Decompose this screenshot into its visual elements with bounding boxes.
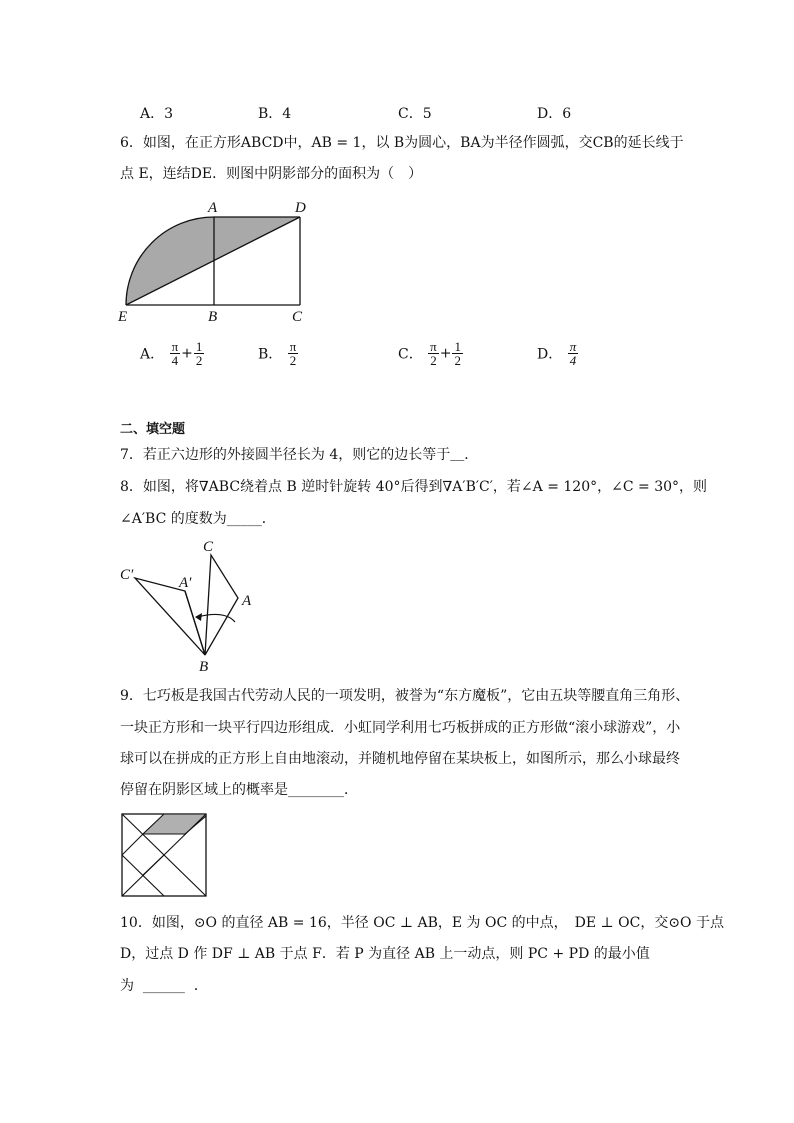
q6-figure [110, 195, 320, 330]
q7-text: 7．若正六边形的外接圆半径长为 4，则它的边长等于＿． [120, 447, 479, 463]
q8-figure [115, 535, 265, 675]
q6-option-d-frac: $\frac{\pi}{4}$ [569, 339, 577, 368]
q6-option-b: B． $\frac{\pi}{2}$ [258, 339, 297, 368]
q6-option-c: C． $\frac{\pi}{2}$ + $\frac{1}{2}$ [398, 339, 461, 368]
q9-stem-line4: 停留在阴影区域上的概率是________． [120, 782, 358, 798]
q5-option-b: B．4 [258, 106, 292, 122]
q8-label-c-prime: C′ [120, 567, 134, 583]
q6-option-a-frac1: $\frac{\pi}{4}$ [171, 339, 179, 368]
q6-label-a: A [208, 200, 218, 216]
q8-label-a-prime: A′ [179, 575, 192, 591]
q8-arrow-head [195, 613, 202, 621]
section-title: 二、填空题 [120, 422, 186, 437]
q9-line-5 [122, 834, 143, 855]
q6-option-a-frac2: $\frac{1}{2}$ [195, 339, 203, 368]
q6-option-d: D． $\frac{\pi}{4}$ [537, 339, 577, 368]
q6-option-b-frac: $\frac{\pi}{2}$ [289, 339, 297, 368]
q6-option-a: A． $\frac{\pi}{4}$ + $\frac{1}{2}$ [140, 339, 203, 368]
q6-option-c-frac1: $\frac{\pi}{2}$ [430, 339, 437, 368]
q9-stem-line1: 9．七巧板是我国古代劳动人民的一项发明，被誉为“东方魔板”，它由五块等腰直角三角形、 [120, 688, 690, 704]
q8-rotation-arc [197, 614, 235, 622]
q8-stem-line2: ∠A′BC 的度数为_____． [120, 511, 276, 527]
q6-stem-line1: 6．如图，在正方形ABCD中，AB = 1，以 B为圆心，BA为半径作圆弧，交CB的延长线于 [120, 135, 684, 151]
q10-answer-blank[interactable]: ______ [142, 978, 185, 994]
q9-line-6 [143, 855, 164, 875]
q8-label-b: B [199, 659, 209, 675]
q8-triangle-abc [205, 555, 238, 655]
q6-label-c: C [292, 309, 303, 325]
q6-label-b: B [208, 309, 218, 325]
q8-stem-line1: 8．如图，将∇ABC绕着点 B 逆时针旋转 40°后得到∇A′B′C′，若∠A = 120°，∠C = 30°，则 [120, 479, 708, 495]
q6-stem-line2: 点 E，连结DE．则图中阴影部分的面积为（ ） [120, 166, 423, 182]
q9-shaded-parallelogram [143, 814, 206, 834]
q8-label-a: A [242, 593, 252, 609]
q9-tangram-figure [120, 812, 210, 898]
q9-stem-line2: 一块正方形和一块平行四边形组成．小虹同学利用七巧板拼成的正方形做“滚小球游戏”，小 [120, 720, 681, 736]
q8-label-c: C [203, 539, 214, 555]
q5-option-a: A．3 [140, 106, 174, 122]
q10-stem-line3: 为 ______ ． [120, 978, 208, 994]
q5-option-d: D．6 [537, 106, 572, 122]
q10-stem-line2: D，过点 D 作 DF ⊥ AB 于点 F．若 P 为直径 AB 上一动点，则 PC + PD 的最小值 [120, 946, 650, 962]
q10-stem-line1: 10．如图，⊙O 的直径 AB = 16，半径 OC ⊥ AB，E 为 OC 的中点， DE ⊥ OC，交⊙O 于点 [120, 915, 724, 931]
q5-option-c: C．5 [398, 106, 432, 122]
q9-stem-line3: 球可以在拼成的正方形上自由地滚动，并随机地停留在某块板上，如图所示，那么小球最终 [120, 751, 680, 767]
q8-line-ba-prime [185, 591, 205, 655]
q6-option-c-frac2: $\frac{1}{2}$ [454, 339, 461, 368]
q8-triangle-apbcp [135, 578, 205, 655]
q6-label-e: E [118, 309, 128, 325]
q6-label-d: D [295, 200, 306, 216]
